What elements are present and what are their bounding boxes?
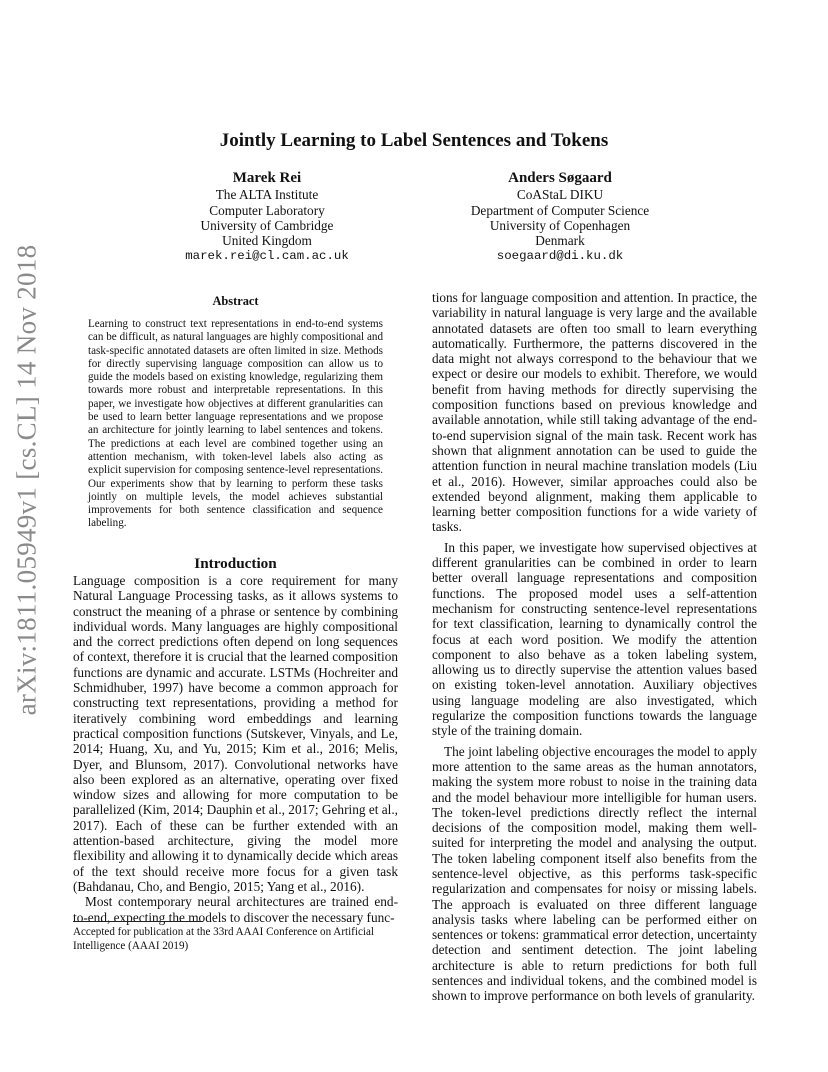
author-email: marek.rei@cl.cam.ac.uk <box>185 249 349 264</box>
footnote-rule <box>73 921 203 922</box>
author-block-2 <box>420 171 700 265</box>
abstract-heading: Abstract <box>212 294 259 308</box>
author-email: soegaard@di.ku.dk <box>496 249 624 264</box>
affiliation-line: Denmark <box>535 233 585 249</box>
author-block-1 <box>127 171 407 265</box>
arxiv-identifier: arXiv:1811.05949v1 [cs.CL] 14 Nov 2018 <box>11 244 42 716</box>
body-paragraph: In this paper, we investigate how supervised objectives at different granularities can be combined in order to learn better overall language representations and composition functions. The proposed model uses a self-attention mechanism for constructing sentence-level representations for text classification, learning to dynamically control the focus at each word position. We modify the attention component to also behave as a token labeling system, allowing us to directly supervise the attention values based on existing token-level annotation. Auxiliary objectives using language modeling are also investigated, which regularize the composition functions towards the language style of the training domain. <box>432 539 757 739</box>
body-paragraph: tions for language composition and attention. In practice, the variability in natural language is very large and the available annotated datasets are often too small to learn everything automatically. Furthermore, the patterns discovered in the data might not always correspond to the behaviour that we expect or desire our models to exhibit. Therefore, we would benefit from having methods for directly supervising the composition functions based on previous knowledge and available annotation, while still taking advantage of the end-to-end supervision signal of the main task. Recent work has shown that alignment annotation can be used to guide the attention function in neural machine translation models (Liu et al., 2016). However, similar approaches could also be extended beyond alignment, making them applicable to learning better composition functions for a wide variety of tasks. <box>432 290 757 535</box>
affiliation-line: Department of Computer Science <box>470 202 650 218</box>
arxiv-sidebar <box>0 0 54 1072</box>
affiliation-line: University of Cambridge <box>200 217 334 233</box>
author-name: Marek Rei <box>232 170 302 186</box>
body-paragraph: Language composition is a core requirement for many Natural Language Processing tasks, as it allows systems to construct the meaning of a phrase or sentence by combining individual words. Many languages are highly compositional and the correct predictions often depend on long sequences of context, therefore it is crucial that the learned composition functions are dynamic and accurate. LSTMs (Hochreiter and Schmidhuber, 1997) have become a common approach for constructing text representations, providing a method for iteratively combining word embeddings and learning practical composition functions (Sutskever, Vinyals, and Le, 2014; Huang, Xu, and Yu, 2015; Kim et al., 2016; Melis, Dyer, and Blunsom, 2017). Convolutional networks have also been explored as an alternative, operating over fixed window sizes and allowing for more computation to be parallelized (Kim, 2014; Dauphin et al., 2017; Gehring et al., 2017). Each of these can be further extended with an attention-based architecture, giving the model more flexibility and allowing it to dynamically decide which areas of the text should receive more focus for a given task (Bahdanau, Cho, and Bengio, 2015; Yang et al., 2016). <box>73 573 398 894</box>
affiliation-line: Computer Laboratory <box>209 202 325 218</box>
section-heading-introduction: Introduction <box>194 555 277 572</box>
footnote: Accepted for publication at the 33rd AAAI Conference on Artificial Intelligence (AAAI 2019) <box>73 926 374 952</box>
right-column-body <box>432 290 757 1004</box>
affiliation-line: University of Copenhagen <box>489 217 631 233</box>
affiliation-line: The ALTA Institute <box>215 187 319 203</box>
author-name: Anders Søgaard <box>508 170 612 186</box>
body-paragraph: The joint labeling objective encourages the model to apply more attention to the same areas as the human annotators, making the system more robust to noise in the training data and the model behaviour more intelligible for human users. The token-level predictions directly reflect the internal decisions of the composition model, making them well-suited for interpreting the model and analysing the output. The token labeling component itself also benefits from the sentence-level objective, as this performs task-specific regularization and compensates for noisy or missing labels. The approach is evaluated on three different language analysis tasks where labeling can be performed either on sentences or tokens: grammatical error detection, uncertainty detection and sentiment detection. The joint labeling architecture is able to return predictions for both full sentences and individual tokens, and the combined model is shown to improve performance on both levels of granularity. <box>432 743 757 1004</box>
body-paragraph: Most contemporary neural architectures are trained end-to-end, expecting the models to discover the necessary func- <box>73 894 398 925</box>
affiliation-line: CoAStaL DIKU <box>516 187 604 203</box>
abstract-text: Learning to construct text representations in end-to-end systems can be difficult, as natural languages are highly compositional and task-specific annotated datasets are often limited in size. Methods for directly supervising language composition can allow us to guide the models based on existing knowledge, regularizing them towards more robust and interpretable representations. In this paper, we investigate how objectives at different granularities can be used to learn better language representations and we propose an architecture for jointly learning to label sentences and tokens. The predictions at each level are combined together using an attention mechanism, with token-level labels also acting as explicit supervision for composing sentence-level representations. Our experiments show that by learning to perform these tasks jointly on multiple levels, the model achieves substantial improvements for both sentence classification and sequence labeling. <box>88 318 383 530</box>
paper-title: Jointly Learning to Label Sentences and Tokens <box>219 130 609 151</box>
affiliation-line: United Kingdom <box>222 233 312 249</box>
left-column-body <box>73 573 398 925</box>
